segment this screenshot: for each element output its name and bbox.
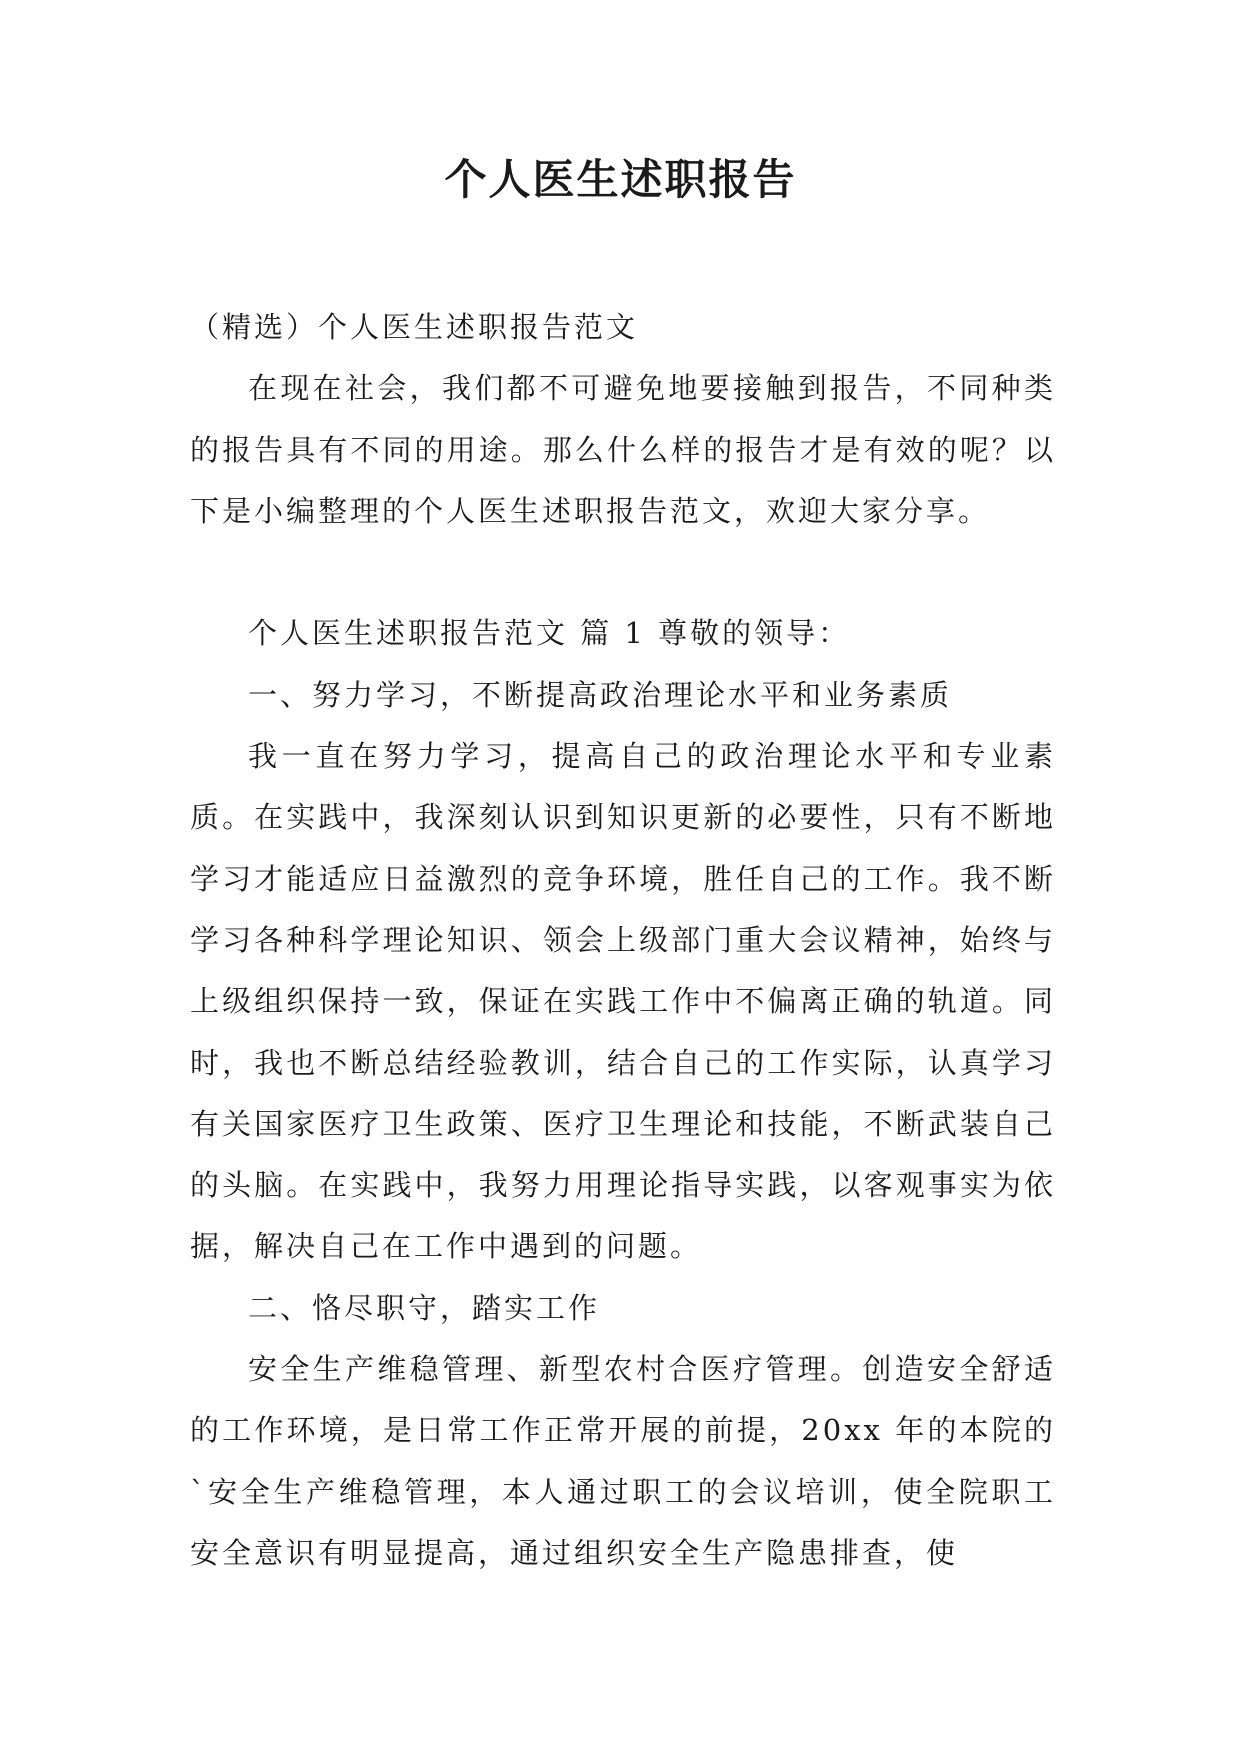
intro-paragraph: 在现在社会，我们都不可避免地要接触到报告，不同种类的报告具有不同的用途。那么什么样的报告才是有效的呢？以下是小编整理的个人医生述职报告范文，欢迎大家分享。 <box>190 371 1056 528</box>
paragraph-two: 安全生产维稳管理、新型农村合医疗管理。创造安全舒适的工作环境，是日常工作正常开展的前提，20xx 年的本院的`安全生产维稳管理，本人通过职工的会议培训，使全院职工安全意识有明显提高，通过组织安全生产隐患排查，使 <box>190 1352 1056 1570</box>
paragraph-one: 我一直在努力学习，提高自己的政治理论水平和专业素质。在实践中，我深刻认识到知识更新的必要性，只有不断地学习才能适应日益激烈的竞争环境，胜任自己的工作。我不断学习各种科学理论知识、领会上级部门重大会议精神，始终与上级组织保持一致，保证在实践工作中不偏离正确的轨道。同时，我也不断总结经验教训，结合自己的工作实际，认真学习有关国家医疗卫生政策、医疗卫生理论和技能，不断武装自己的头脑。在实践中，我努力用理论指导实践，以客观事实为依据，解决自己在工作中遇到的问题。 <box>190 739 1056 1264</box>
heading-two: 二、恪尽职守，踏实工作 <box>248 1290 601 1325</box>
document-body <box>190 297 1056 1584</box>
section-heading: 个人医生述职报告范文 篇 1 尊敬的领导： <box>248 616 851 651</box>
heading-one: 一、努力学习，不断提高政治理论水平和业务素质 <box>248 677 953 712</box>
document-subtitle: （精选）个人医生述职报告范文 <box>190 310 639 344</box>
paragraph-spacer <box>190 542 1056 603</box>
document-title: 个人医生述职报告 <box>444 155 797 204</box>
